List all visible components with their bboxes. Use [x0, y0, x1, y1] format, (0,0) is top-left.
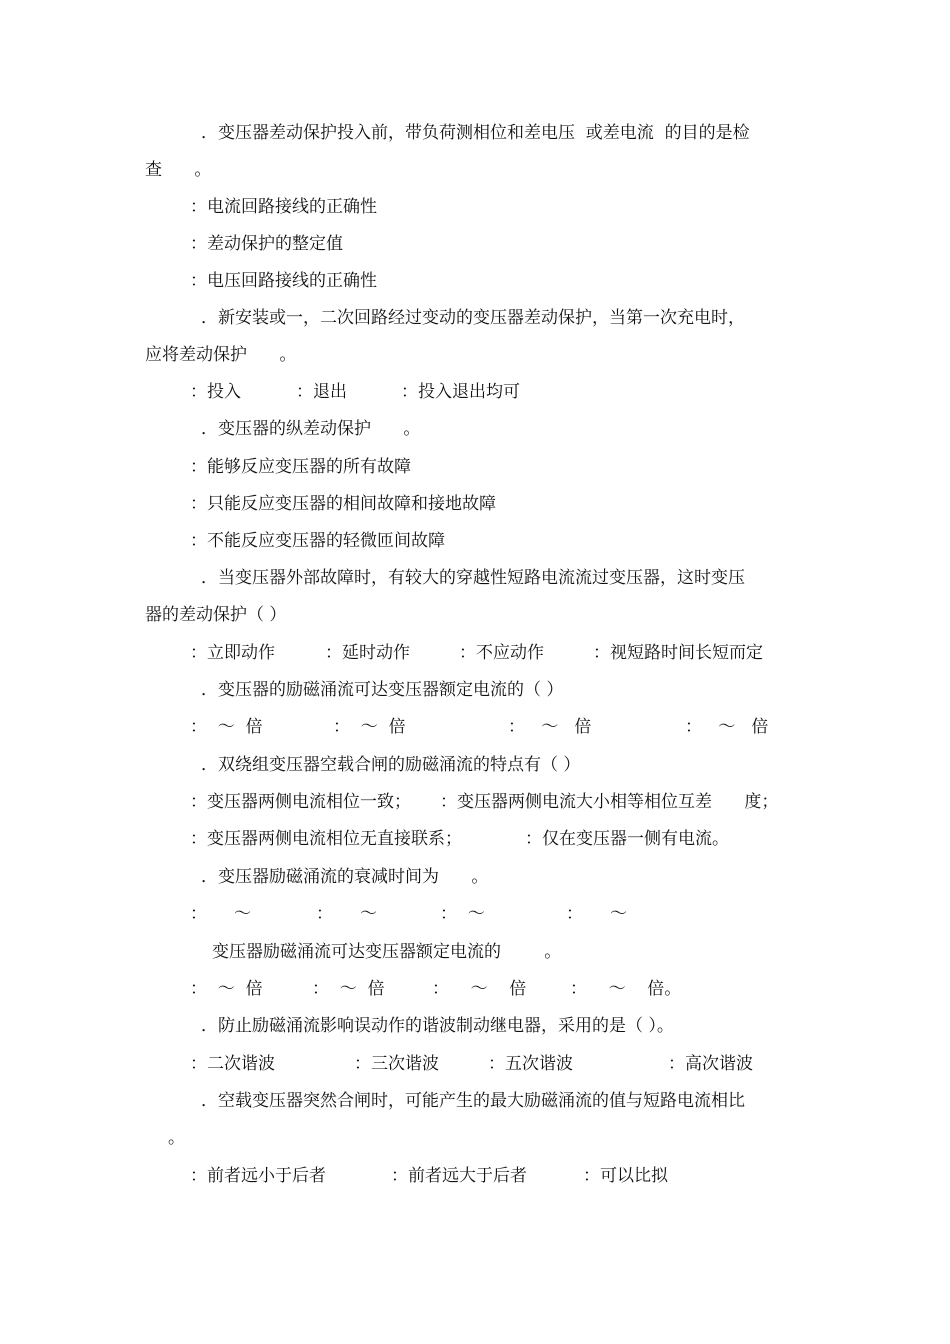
question-3-stem: ．变压器的纵差动保护 。: [201, 419, 421, 439]
question-2-stem: ．新安装或一，二次回路经过变动的变压器差动保护，当第一次充电时，: [201, 308, 745, 328]
question-8-option-a: ： ～ 倍: [190, 979, 263, 999]
question-1-option-a: ：电流回路接线的正确性: [190, 197, 377, 217]
question-8-option-c: ： ～ 倍: [432, 979, 527, 999]
question-10-stem: ．空载变压器突然合闸时，可能产生的最大励磁涌流的值与短路电流相比: [201, 1091, 745, 1111]
question-10-option-a: ：前者远小于后者: [190, 1166, 326, 1186]
question-7-stem: ．变压器励磁涌流的衰减时间为 。: [201, 867, 489, 887]
question-4-option-b: ：延时动作: [325, 643, 410, 663]
question-4-option-c: ：不应动作: [459, 643, 544, 663]
question-5-option-d: ： ～ 倍: [685, 717, 769, 737]
question-7-option-c: ： ～: [440, 904, 485, 924]
question-9-option-b: ：三次谐波: [354, 1054, 439, 1074]
question-9-option-a: ：二次谐波: [190, 1054, 275, 1074]
question-10-stem-cont: 。: [168, 1128, 185, 1148]
question-1-option-b: ：差动保护的整定值: [190, 234, 343, 254]
question-5-option-b: ： ～ 倍: [333, 717, 406, 737]
question-3-option-c: ：不能反应变压器的轻微匝间故障: [190, 531, 445, 551]
question-9-option-c: ：五次谐波: [488, 1054, 573, 1074]
question-10-option-c: ：可以比拟: [583, 1166, 668, 1186]
question-7-option-b: ： ～: [316, 904, 378, 924]
question-2-option-b: ：退出: [296, 382, 347, 402]
question-9-option-d: ：高次谐波: [668, 1054, 753, 1074]
question-8-stem: 变压器励磁涌流可达变压器额定电流的 。: [212, 942, 562, 962]
question-5-stem: ．变压器的励磁涌流可达变压器额定电流的（ ）: [201, 680, 564, 700]
question-4-option-d: ：视短路时间长短而定: [593, 643, 763, 663]
question-5-option-c: ： ～ 倍: [508, 717, 592, 737]
question-2-option-a: ：投入: [190, 382, 241, 402]
question-2-stem-cont: 应将差动保护 。: [145, 345, 297, 365]
question-2-option-c: ：投入退出均可: [401, 382, 520, 402]
question-3-option-b: ：只能反应变压器的相间故障和接地故障: [190, 494, 496, 514]
question-7-option-d: ： ～: [566, 904, 628, 924]
question-6-option-b: ：变压器两侧电流大小相等相位互差 度；: [440, 792, 779, 812]
question-7-option-a: ： ～: [190, 904, 252, 924]
question-8-option-b: ： ～ 倍: [312, 979, 385, 999]
question-1-option-c: ：电压回路接线的正确性: [190, 271, 377, 291]
question-1-stem: ．变压器差动保护投入前，带负荷测相位和差电压 或差电流 的目的是检: [201, 123, 750, 143]
question-4-option-a: ：立即动作: [190, 643, 275, 663]
question-1-stem-cont: 查 。: [145, 160, 212, 180]
question-9-stem: ．防止励磁涌流影响误动作的谐波制动继电器，采用的是（ ）。: [201, 1016, 674, 1036]
question-6-stem: ．双绕组变压器空载合闸的励磁涌流的特点有（ ）: [201, 755, 581, 775]
question-5-option-a: ： ～ 倍: [190, 717, 263, 737]
question-4-stem-cont: 器的差动保护（ ）: [145, 605, 287, 625]
question-6-option-d: ：仅在变压器一侧有电流。: [525, 829, 729, 849]
question-6-option-a: ：变压器两侧电流相位一致；: [190, 792, 411, 812]
question-10-option-b: ：前者远大于后者: [391, 1166, 527, 1186]
question-4-stem: ．当变压器外部故障时，有较大的穿越性短路电流流过变压器，这时变压: [201, 568, 745, 588]
question-6-option-c: ：变压器两侧电流相位无直接联系；: [190, 829, 462, 849]
question-3-option-a: ：能够反应变压器的所有故障: [190, 457, 411, 477]
question-8-option-d: ： ～ 倍。: [570, 979, 682, 999]
